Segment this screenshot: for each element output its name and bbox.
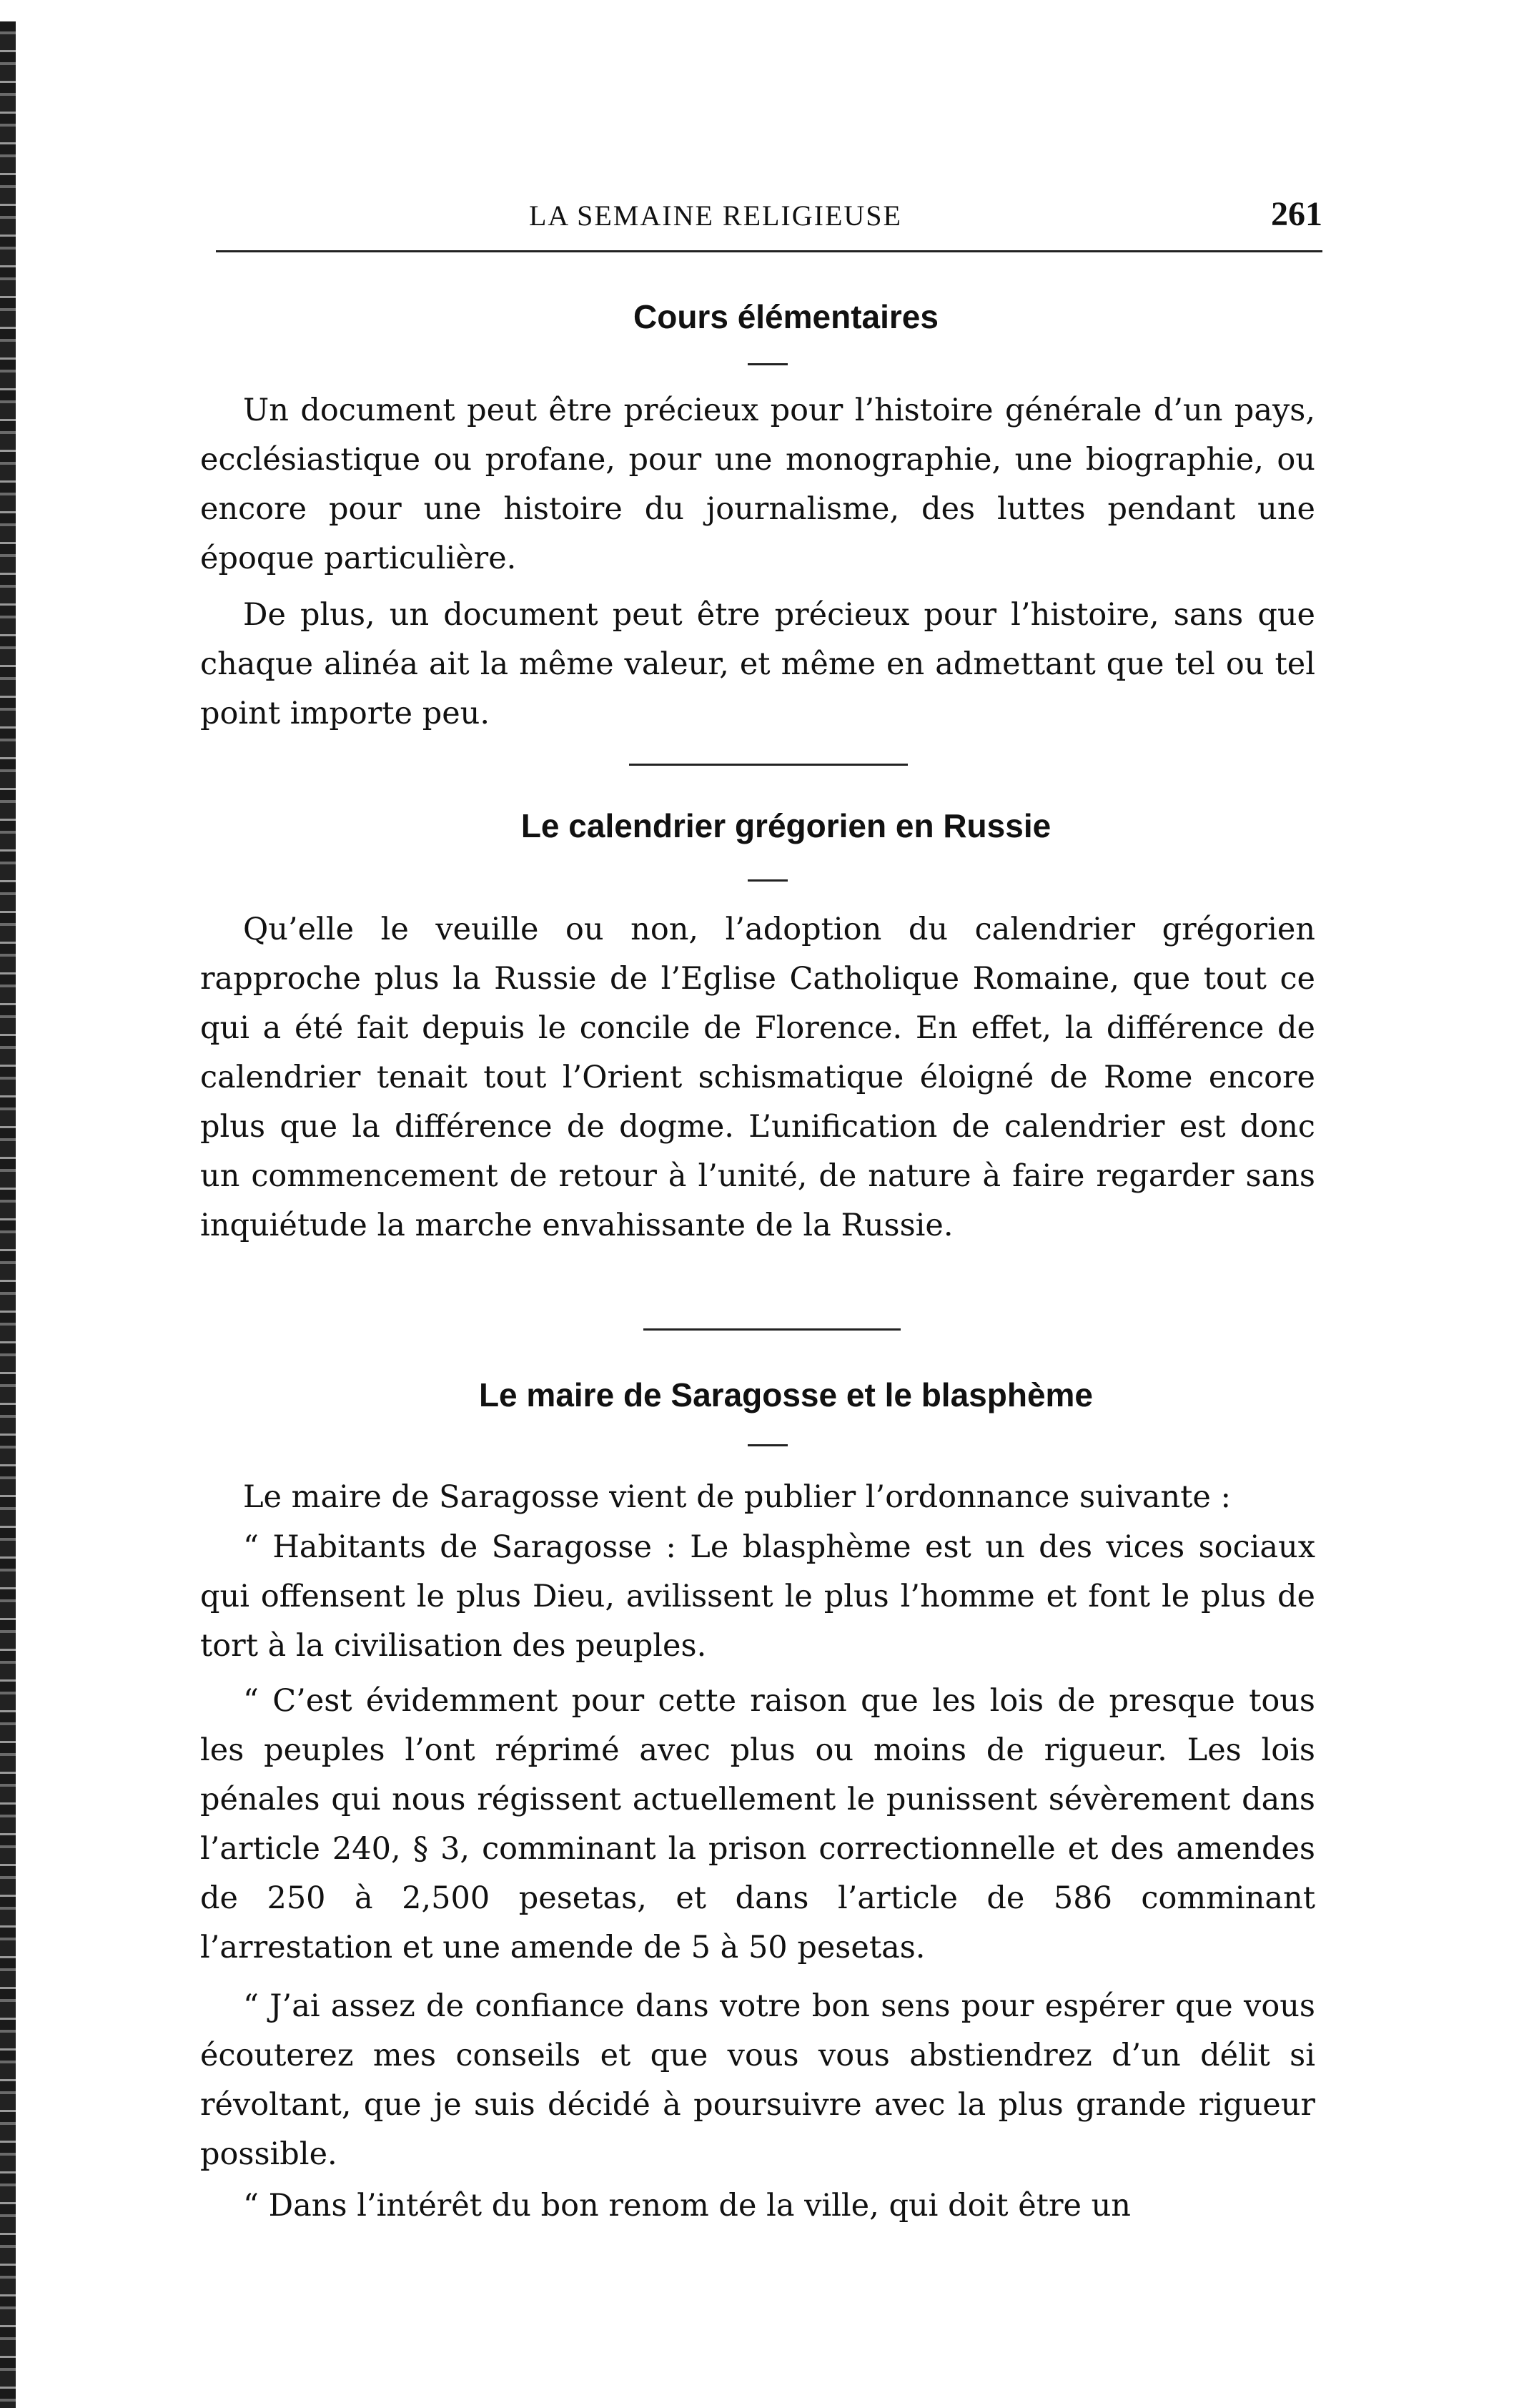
section-divider [748,1444,788,1446]
section-title-cours-elementaires: Cours élémentaires [633,298,939,335]
section-separator [643,1328,901,1331]
header-rule [216,250,1322,252]
page-number: 261 [1271,195,1322,233]
section-title-maire-saragosse: Le maire de Saragosse et le blasphème [478,1376,1094,1413]
paragraph: “ J’ai assez de confiance dans votre bon sens pour espérer que vous écouterez mes conseils et que vous vous abstiendrez d’un délit si révoltant, que je suis décidé à poursuivre avec la plus grande rigueur possible. [200,1988,1315,2172]
paragraph: “ C’est évidemment pour cette raison que les lois de presque tous les peuples l’ont réprimé avec plus ou moins de rigueur. Les lois pénales qui nous régissent actuellement le punissent sévèrement dans l’article 240, § 3, comminant la prison correctionnelle et des amendes de 250 à 2,500 pesetas, et dans l’article de 586 comminant l’arrestation et une amende de 5 à 50 pesetas. [200,1683,1315,1965]
section-divider [748,879,788,882]
paragraph: De plus, un document peut être précieux pour l’histoire, sans que chaque alinéa ait la même valeur, et même en admettant que tel ou tel point importe peu. [200,597,1315,731]
paragraph: “ Habitants de Saragosse : Le blasphème est un des vices sociaux qui offensent le plus Dieu, avilissent le plus l’homme et font le plus de tort à la civilisation des peuples. [200,1529,1315,1664]
running-title: LA SEMAINE RELIGIEUSE [529,199,902,232]
section-title-calendrier: Le calendrier grégorien en Russie [520,807,1052,844]
paragraph: Un document peut être précieux pour l’histoire générale d’un pays, ecclésiastique ou profane, pour une monographie, une biographie, ou encore pour une histoire du journalisme, des luttes pendant une époque particulière. [200,393,1315,576]
paragraph: Le maire de Saragosse vient de publier l’ordonnance suivante : [243,1479,1232,1515]
section-separator [629,764,908,766]
paragraph: “ Dans l’intérêt du bon renom de la ville, qui doit être un [243,2188,1132,2224]
section-divider [748,363,788,365]
paragraph: Qu’elle le veuille ou non, l’adoption du calendrier grégorien rapproche plus la Russie de l’Eglise Catholique Romaine, que tout ce qui a été fait depuis le concile de Florence. En effet, la différence de calendrier tenait tout l’Orient schismatique éloigné de Rome encore plus que la différence de dogme. L’unification de calendrier est donc un commencement de retour à l’unité, de nature à faire regarder sans inquiétude la marche envahissante de la Russie. [200,912,1315,1243]
running-head [214,194,1322,237]
